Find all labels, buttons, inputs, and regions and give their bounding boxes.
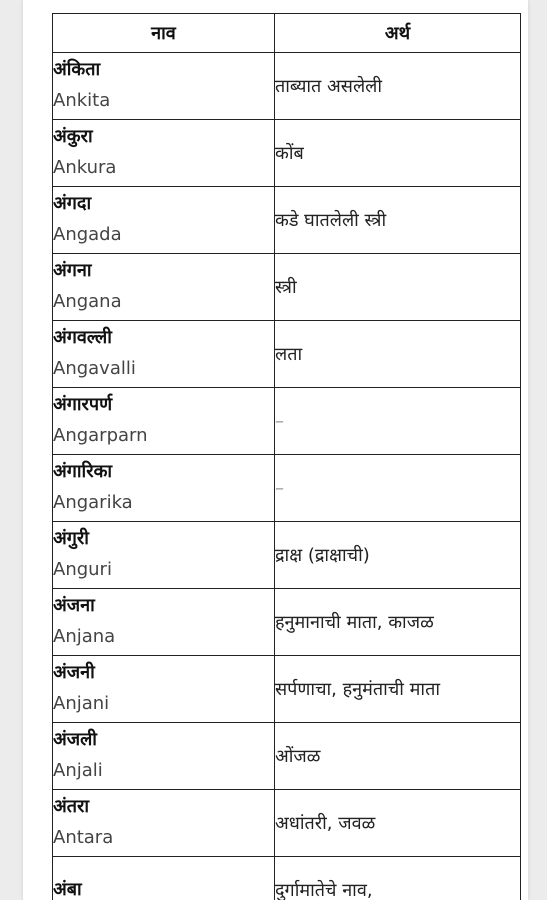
name-english: Angarika [53, 492, 133, 513]
name-english: Angavalli [53, 358, 136, 379]
table-row [53, 857, 521, 900]
name-english: Anguri [53, 559, 112, 580]
name-english: Anjali [53, 760, 103, 781]
name-marathi: अंजना [53, 595, 95, 616]
table-row [53, 321, 521, 388]
name-english: Ankura [53, 157, 117, 178]
name-english: Angarparn [53, 425, 148, 446]
name-cell [53, 388, 275, 455]
meaning-cell: ताब्यात असलेली [275, 53, 521, 120]
name-english: Anjana [53, 626, 116, 647]
name-marathi: अंजनी [53, 662, 95, 683]
names-table [52, 13, 521, 900]
name-cell [53, 790, 275, 857]
name-marathi: अंगदा [53, 193, 92, 214]
name-cell [53, 589, 275, 656]
name-cell [53, 656, 275, 723]
name-marathi: अंगारपर्ण [53, 394, 113, 415]
meaning-cell: दुर्गामातेचे नाव, [275, 857, 521, 900]
table-row [53, 656, 521, 723]
table-row [53, 522, 521, 589]
name-marathi: अंगुरी [53, 528, 89, 549]
name-marathi: अंजली [53, 729, 97, 750]
name-cell [53, 187, 275, 254]
meaning-cell: स्त्री [275, 254, 521, 321]
table-row [53, 455, 521, 522]
table-body [53, 53, 521, 900]
table-row [53, 254, 521, 321]
name-english: Angana [53, 291, 122, 312]
meaning-cell: सर्पणाचा, हनुमंताची माता [275, 656, 521, 723]
table-row [53, 187, 521, 254]
meaning-cell: अधांतरी, जवळ [275, 790, 521, 857]
meaning-cell: हनुमानाची माता, काजळ [275, 589, 521, 656]
name-english: Antara [53, 827, 114, 848]
name-cell [53, 254, 275, 321]
page-sheet [23, 0, 528, 900]
name-english: Ankita [53, 90, 111, 111]
name-cell [53, 857, 275, 900]
header-name: नाव [53, 14, 275, 53]
table-row [53, 120, 521, 187]
meaning-cell: – [275, 388, 521, 455]
meaning-cell: कोंब [275, 120, 521, 187]
name-cell [53, 321, 275, 388]
meaning-cell: द्राक्ष (द्राक्षाची) [275, 522, 521, 589]
header-meaning: अर्थ [275, 14, 521, 53]
name-cell [53, 522, 275, 589]
name-marathi: अंगारिका [53, 461, 113, 482]
meaning-cell: – [275, 455, 521, 522]
name-cell [53, 723, 275, 790]
name-cell [53, 53, 275, 120]
table-row [53, 589, 521, 656]
name-marathi: अंगना [53, 260, 92, 281]
meaning-cell: कडे घातलेली स्त्री [275, 187, 521, 254]
name-english: Angada [53, 224, 122, 245]
name-english: Anjani [53, 693, 110, 714]
name-marathi: अंकिता [53, 59, 101, 80]
name-marathi: अंगवल्ली [53, 327, 112, 348]
meaning-cell: ओंजळ [275, 723, 521, 790]
name-marathi: अंतरा [53, 796, 90, 817]
table-row [53, 723, 521, 790]
name-marathi: अंकुरा [53, 126, 93, 147]
name-marathi: अंबा [53, 879, 82, 900]
name-cell [53, 120, 275, 187]
table-header-row [53, 14, 521, 53]
table-row [53, 53, 521, 120]
meaning-cell: लता [275, 321, 521, 388]
name-cell [53, 455, 275, 522]
table-row [53, 790, 521, 857]
table-row [53, 388, 521, 455]
